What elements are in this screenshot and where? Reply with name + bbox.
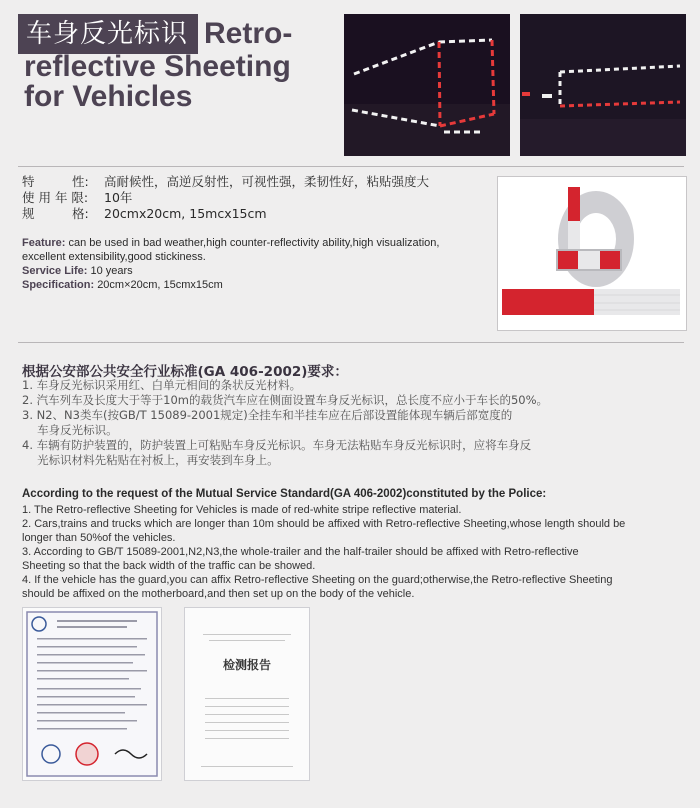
list-item: 4. If the vehicle has the guard,you can affix Retro-reflective Sheeting on the guard;otherwise,the Retro-reflective Sheeting bbox=[22, 574, 613, 586]
truck-night-photo-2 bbox=[520, 14, 686, 156]
spec-en-life: Service Life: 10 years bbox=[22, 265, 133, 277]
list-item: 2. Cars,trains and trucks which are longer than 10m should be affixed with Retro-reflective Sheeting,whose length should be bbox=[22, 518, 626, 530]
title-en-line3: for Vehicles bbox=[24, 80, 193, 113]
list-item: 2. 汽车列车及长度大于等于10m的载货汽车应在侧面设置车身反光标识，总长度不应小于车长的50%。 bbox=[22, 393, 549, 407]
list-item: should be affixed on the motherboard,and then set up on the body of the vehicle. bbox=[22, 588, 415, 600]
divider-top bbox=[18, 166, 684, 167]
spec-cn-size: 规 格: 20cmx20cm, 15mcx15cm bbox=[22, 206, 267, 221]
divider-middle bbox=[18, 342, 684, 343]
report-heading: 检测报告 bbox=[222, 658, 271, 672]
list-item: Sheeting so that the back width of the traffic can be showed. bbox=[22, 560, 316, 572]
standard-cn-list bbox=[22, 378, 622, 468]
title-en-line2: reflective Sheeting bbox=[24, 50, 291, 83]
list-item: 光标识材料先粘贴在衬板上，再安装到车身上。 bbox=[22, 453, 279, 467]
standard-en-title: According to the request of the Mutual Service Standard(GA 406-2002)constituted by the Police: bbox=[22, 488, 547, 500]
list-item: 1. The Retro-reflective Sheeting for Vehicles is made of red-white stripe reflective material. bbox=[22, 504, 462, 516]
spec-cn-feature: 特 性: 高耐候性，高逆反射性，可视性强，柔韧性好，粘贴强度大 bbox=[22, 174, 430, 189]
list-item: 3. N2、N3类车(按GB/T 15089-2001规定)全挂车和半挂车应在后部设置能体现车辆后部宽度的 bbox=[22, 408, 513, 422]
list-item: longer than 50%of the vehicles. bbox=[22, 532, 176, 544]
product-tape-photo bbox=[497, 176, 687, 331]
certificate-image-1 bbox=[22, 607, 162, 781]
list-item: 4. 车辆有防护装置的，防护装置上可粘贴车身反光标识。车身无法粘贴车身反光标识时，应将车身反 bbox=[22, 438, 532, 452]
spec-en-feature: Feature: can be used in bad weather,high counter-reflectivity ability,high visualization, excellent extensibility,good stickiness. bbox=[22, 237, 440, 263]
title-en-line1: Retro- bbox=[204, 17, 293, 50]
list-item: 3. According to GB/T 15089-2001,N2,N3,the whole-trailer and the half-trailer should be affixed with Retro-reflective bbox=[22, 546, 579, 558]
standard-en-list bbox=[22, 503, 682, 601]
list-item: 车身反光标识。 bbox=[22, 423, 118, 437]
standard-cn-title: 根据公安部公共安全行业标准(GA 406-2002)要求： bbox=[22, 364, 348, 380]
spec-en-specification: Specification: 20cm×20cm, 15cmx15cm bbox=[22, 279, 223, 291]
list-item: 1. 车身反光标识采用红、白单元相间的条状反光材料。 bbox=[22, 378, 302, 392]
truck-night-photo-1 bbox=[344, 14, 510, 156]
title-cn: 车身反光标识 bbox=[18, 14, 198, 54]
certificate-image-2 bbox=[184, 607, 310, 781]
spec-cn-life: 使 用 年 限: 10年 bbox=[22, 190, 133, 205]
